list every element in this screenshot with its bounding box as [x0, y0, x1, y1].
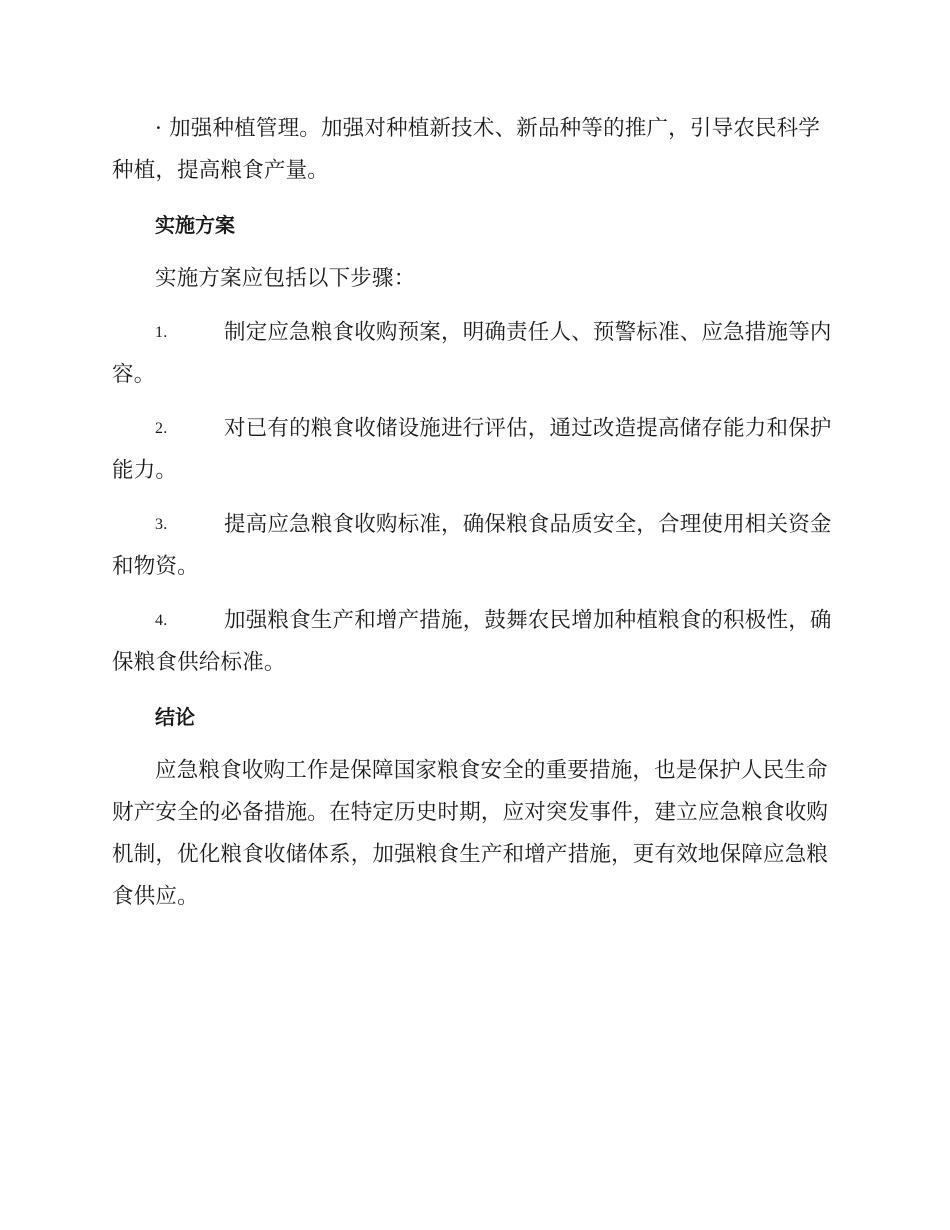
list-item: [112, 408, 834, 492]
list-text: 制定应急粮食收购预案，明确责任人、预警标准、应急措施等内容。: [112, 320, 832, 387]
implementation-intro: 实施方案应包括以下步骤：: [155, 266, 416, 291]
list-text: 加强粮食生产和增产措施，鼓舞农民增加种植粮食的积极性，确保粮食供给标准。: [112, 608, 832, 675]
list-text: 提高应急粮食收购标准，确保粮食品质安全，合理使用相关资金和物资。: [112, 512, 832, 579]
bullet-paragraph: · 加强种植管理。加强对种植新技术、新品种等的推广，引导农民科学种植，提高粮食产量。: [112, 116, 821, 183]
list-item: [112, 600, 834, 684]
list-text: 对已有的粮食收储设施进行评估，通过改造提高储存能力和保护能力。: [112, 416, 832, 483]
section-heading-conclusion: 结论: [155, 705, 195, 729]
list-number: 1.: [155, 324, 168, 341]
list-item: [112, 504, 834, 588]
list-item: [112, 312, 834, 396]
list-number: 3.: [155, 516, 168, 533]
list-number: 2.: [155, 420, 168, 437]
list-number: 4.: [155, 612, 168, 629]
section-heading-implementation: 实施方案: [155, 213, 235, 237]
document-page: [112, 108, 834, 918]
conclusion-paragraph: 应急粮食收购工作是保障国家粮食安全的重要措施，也是保护人民生命财产安全的必备措施。在特定历史时期，应对突发事件，建立应急粮食收购机制，优化粮食收储体系，加强粮食生产和增产措施，更有效地保障应急粮食供应。: [112, 758, 829, 909]
